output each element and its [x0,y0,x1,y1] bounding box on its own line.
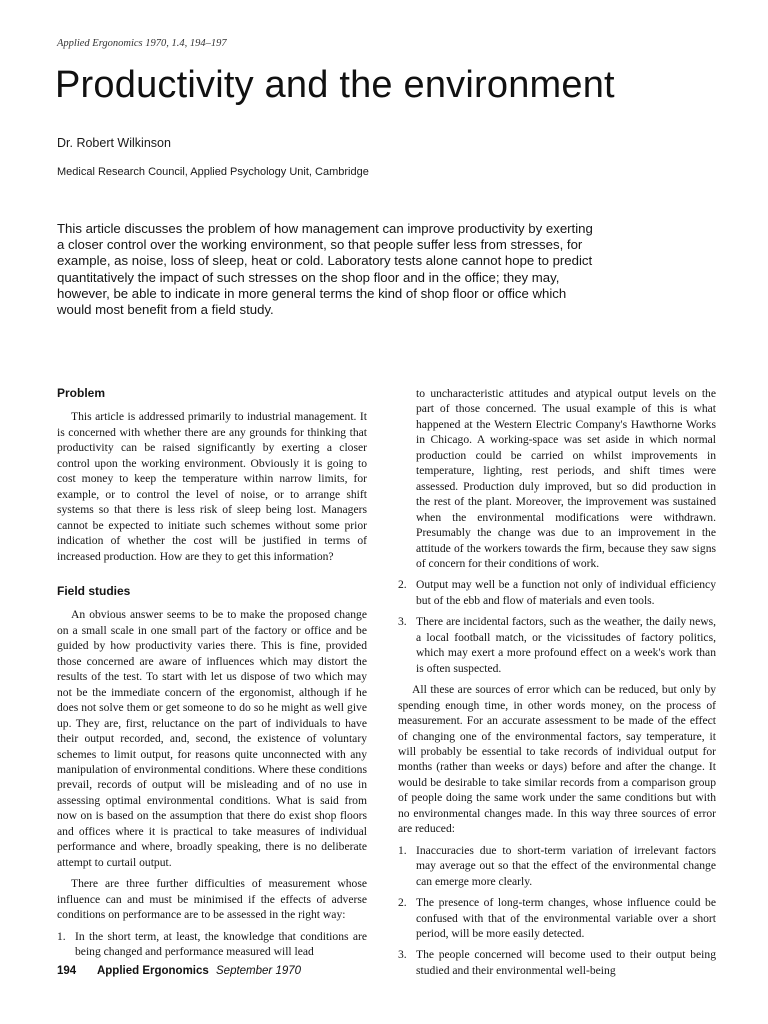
footer-issue-date: September 1970 [216,965,302,977]
list-item-number: 1. [398,843,407,857]
journal-reference: Applied Ergonomics 1970, 1.4, 194–197 [57,38,227,49]
list-item-difficulty-2 [398,577,716,608]
list-item-text: The people concerned will become used to their output being studied and their environmental well-being [416,948,716,977]
problem-paragraph: This article is addressed primarily to industrial management. It is concerned with whether there are any grounds for thinking that productivity can be raised significantly by exerting a closer control upon the working environment. Obviously it is going to cost money to keep the temperature within narrow limits, for example, or to control the level of noise, or to arrange shift systems so that there is less risk of sleep being lost. Managers cannot be expected to initiate such schemes without some prior indication of whether the cost will be justified in terms of increased production. How are they to get this information? [57,410,367,563]
list-item-number: 2. [398,578,407,592]
section-heading-field-studies: Field studies [57,583,131,598]
list-item-text: Inaccuracies due to short-term variation of irrelevant factors may average out so that the effect of the environmental change can emerge more clearly. [416,843,716,888]
page-footer [57,965,301,977]
abstract: This article discusses the problem of how management can improve productivity by exerting a closer control over the working environment, so that people suffer less from stresses, for example, as noise, loss of sleep, heat or cold. Laboratory tests alone cannot hope to predict quantitatively the impact of such stresses on the shop floor and in the office; they may, however, be able to indicate in more general terms the kind of shop floor or office which would most benefit from a field study. [57,221,593,318]
list-item-number: 2. [398,896,407,910]
list-item-difficulty-3 [398,614,716,676]
list-item-text: In the short term, at least, the knowledge that conditions are being changed and performance measured will lead [75,929,367,958]
footer-journal-name: Applied Ergonomics [96,965,209,977]
author-affiliation: Medical Research Council, Applied Psychology Unit, Cambridge [57,166,369,178]
list-item-difficulty-1 [57,929,367,960]
list-item-number: 3. [398,948,407,962]
list-item-text: Output may well be a function not only of individual efficiency but of the ebb and flow of materials and even tools. [416,578,716,607]
sources-of-error-paragraph: All these are sources of error which can be reduced, but only by spending enough time, in other words money, on the process of measurement. For an accurate assessment to be made of the effect of changing one of the environmental factors, say temperature, it will probably be essential to take records of individual output for months (rather than weeks or days) before and after the change. It would be desirable to take similar records from a comparison group of people doing the same work under the same conditions but with no environmental changes made. In this way three sources of error are reduced: [398,683,716,836]
article-title: Productivity and the environment [55,64,615,106]
page-number: 194 [57,965,77,977]
list-item-text: There are incidental factors, such as the weather, the daily news, a local football match, or the vicissitudes of factory politics, which may exert a more profound effect on a week's work than is often suspected. [416,615,716,675]
list-item-error-reduced-3 [398,947,716,978]
field-studies-paragraph-2: There are three further difficulties of measurement whose influence can and must be minimised if the effects of adverse conditions on performance are to be assessed in the right way: [57,877,367,922]
left-column [57,386,367,959]
list-item-number: 1. [57,929,66,943]
field-studies-paragraph-1: An obvious answer seems to be to make the proposed change on a small scale in one small part of the factory or office and be guided by how productivity varies there. This is fine, provided those concerned are aware of influences which may distort the results of the test. To start with let us dispose of two which may not be the immediate concern of the ergonomist, although if he does not solve them or get someone to do so he might as well give up. They are, first, reluctance on the part of individuals to have their output recorded, and, second, the existence of voluntary schemes to limit output, for reasons quite unconnected with any manipulation of environmental conditions. Where these conditions prevail, records of output will be misleading and of no use in assessing optimal environmental conditions. What is said from now on is based on the assumption that there do exist shop floors and offices where it is practical to take measures of individual performance and where, broadly speaking, there is no deliberate attempt to curtail output. [57,608,367,869]
continued-list-paragraph: to uncharacteristic attitudes and atypical output levels on the part of those concerned. The usual example of this is what happened at the Western Electric Company's Hawthorne Works in Chicago. A working-space was set aside in which normal production could be carried on whilst improvements in temperature, lighting, rest periods, and shift times were assessed. Production duly improved, but so did production in the rest of the plant. Moreover, the improvement was sustained when the environmental modifications were withdrawn. Presumably the change was due to an improvement in the attitude of the workers towards the firm, because they saw signs of concern for their conditions of work. [416,387,716,570]
section-heading-problem: Problem [57,386,106,400]
list-item-error-reduced-1 [398,843,716,889]
author-name: Dr. Robert Wilkinson [57,136,171,150]
list-item-error-reduced-2 [398,895,716,941]
right-column [398,386,716,978]
list-item-number: 3. [398,615,407,629]
list-item-text: The presence of long-term changes, whose influence could be confused with that of the environmental variable over a short period, will be more easily detected. [416,896,716,940]
